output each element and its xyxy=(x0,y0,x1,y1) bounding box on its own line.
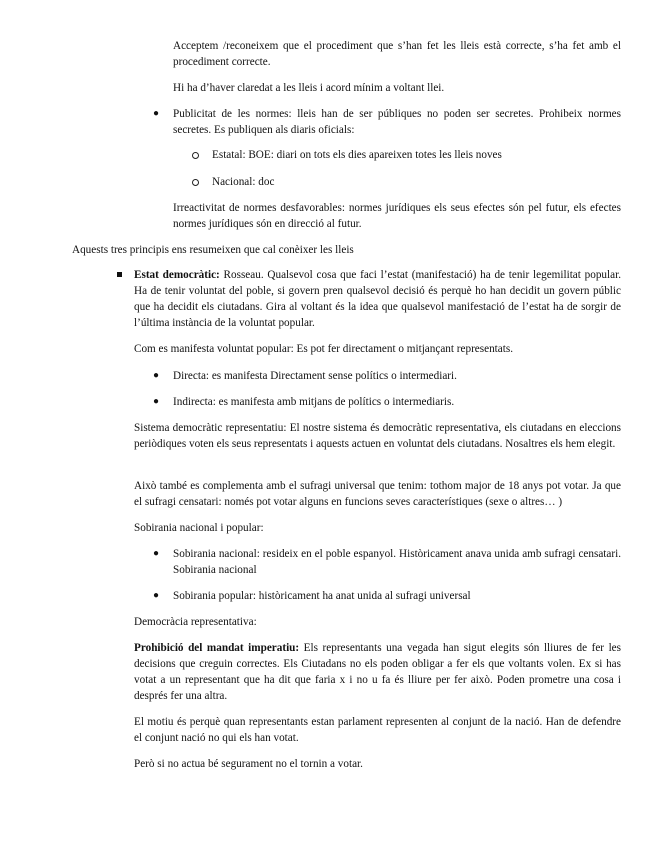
paragraph-sistema: Sistema democràtic representatiu: El nostre sistema és democràtic representativa, els ciutadans en eleccions periòdiques voten els seus representats i aquests actuen en voluntat dels ciutadans. Nosaltres els hem elegit. xyxy=(134,422,621,450)
bullet-indirecta: Indirecta: es manifesta amb mitjans de polítics o intermediaris. xyxy=(173,396,455,408)
paragraph-democracia: Democràcia representativa: xyxy=(134,616,257,628)
bullet-publicitat: Publicitat de les normes: lleis han de ser públiques no poden ser secretes. Prohibeix normes secretes. Es publiquen als diaris oficials: xyxy=(173,108,621,136)
paragraph-com: Com es manifesta voluntat popular: Es pot fer directament o mitjançant representats. xyxy=(134,343,514,355)
paragraph-sufragi: Això també es complementa amb el sufragi universal que tenim: tothom major de 18 anys pot votar. Ja que el sufragi censatari: només pot votar alguns en funcions seves característiques (sexe o altres… ) xyxy=(134,480,621,508)
bullet-sobirania-nacional: Sobirania nacional: resideix en el poble espanyol. Històricament anava unida amb sufragi censatari. Sobirania nacional xyxy=(173,548,621,576)
paragraph-aquests: Aquests tres principis ens resumeixen que cal conèixer les lleis xyxy=(72,244,354,256)
bullet-sobirania-popular: Sobirania popular: històricament ha anat unida al sufragi universal xyxy=(173,590,471,602)
bullet-dot: ● xyxy=(153,590,160,601)
paragraph-claredat: Hi ha d’haver claredat a les lleis i acord mínim a voltant llei. xyxy=(173,82,445,94)
estat-text: Rosseau. Qualsevol cosa que faci l’estat (manifestació) ha de tenir legemilitat popular. Ha de tenir voluntat del poble, si govern pren qualsevol decisió és perquè ho han decidit un govern públic que ha decidit els ciutadans. Gira al voltant és la idea que qualsevol manifestació de l’estat ha de sorgir de l’última instància de la voluntat popular. xyxy=(134,269,621,329)
bullet-dot: ● xyxy=(153,396,160,407)
paragraph-prohibicio xyxy=(134,640,621,704)
estat-heading: Estat democràtic: xyxy=(134,269,220,281)
circle-bullet xyxy=(192,179,199,186)
prohibicio-heading: Prohibició del mandat imperatiu: xyxy=(134,642,300,654)
sub-bullet-estatal: Estatal: BOE: diari on tots els dies apareixen totes les lleis noves xyxy=(212,149,502,161)
paragraph-motiu: El motiu és perquè quan representants estan parlament representen al conjunt de la nació. Han de defendre el conjunt nació no qui els han votat. xyxy=(134,716,621,744)
sub-bullet-nacional: Nacional: doc xyxy=(212,176,275,188)
square-bullet xyxy=(117,272,122,277)
paragraph-procediment: Acceptem /reconeixem que el procediment que s’han fet les lleis està correcte, s’ha fet amb el procediment correcte. xyxy=(173,40,621,68)
bullet-directa: Directa: es manifesta Directament sense polítics o intermediari. xyxy=(173,370,457,382)
bullet-dot: ● xyxy=(153,370,160,381)
circle-bullet xyxy=(192,152,199,159)
paragraph-estat-democratic xyxy=(134,267,621,331)
paragraph-irreactivitat: Irreactivitat de normes desfavorables: normes jurídiques els seus efectes són pel futur, els efectes normes jurídiques són en direcció al futur. xyxy=(173,202,621,230)
prohibicio-text: Els representants una vegada han sigut elegits són lliures de fer les decisions que creguin correctes. Els Ciutadans no els poden obligar a fer els que voltants volen. Ex si has votat a un representant que ha dit que faria x i no u fa és lliure per fer això. Poden prometre una cosa i després fer una altra. xyxy=(134,642,621,702)
paragraph-sobirania: Sobirania nacional i popular: xyxy=(134,522,264,534)
bullet-dot: ● xyxy=(153,108,160,119)
bullet-dot: ● xyxy=(153,548,160,559)
paragraph-pero: Però si no actua bé segurament no el tornin a votar. xyxy=(134,758,363,770)
